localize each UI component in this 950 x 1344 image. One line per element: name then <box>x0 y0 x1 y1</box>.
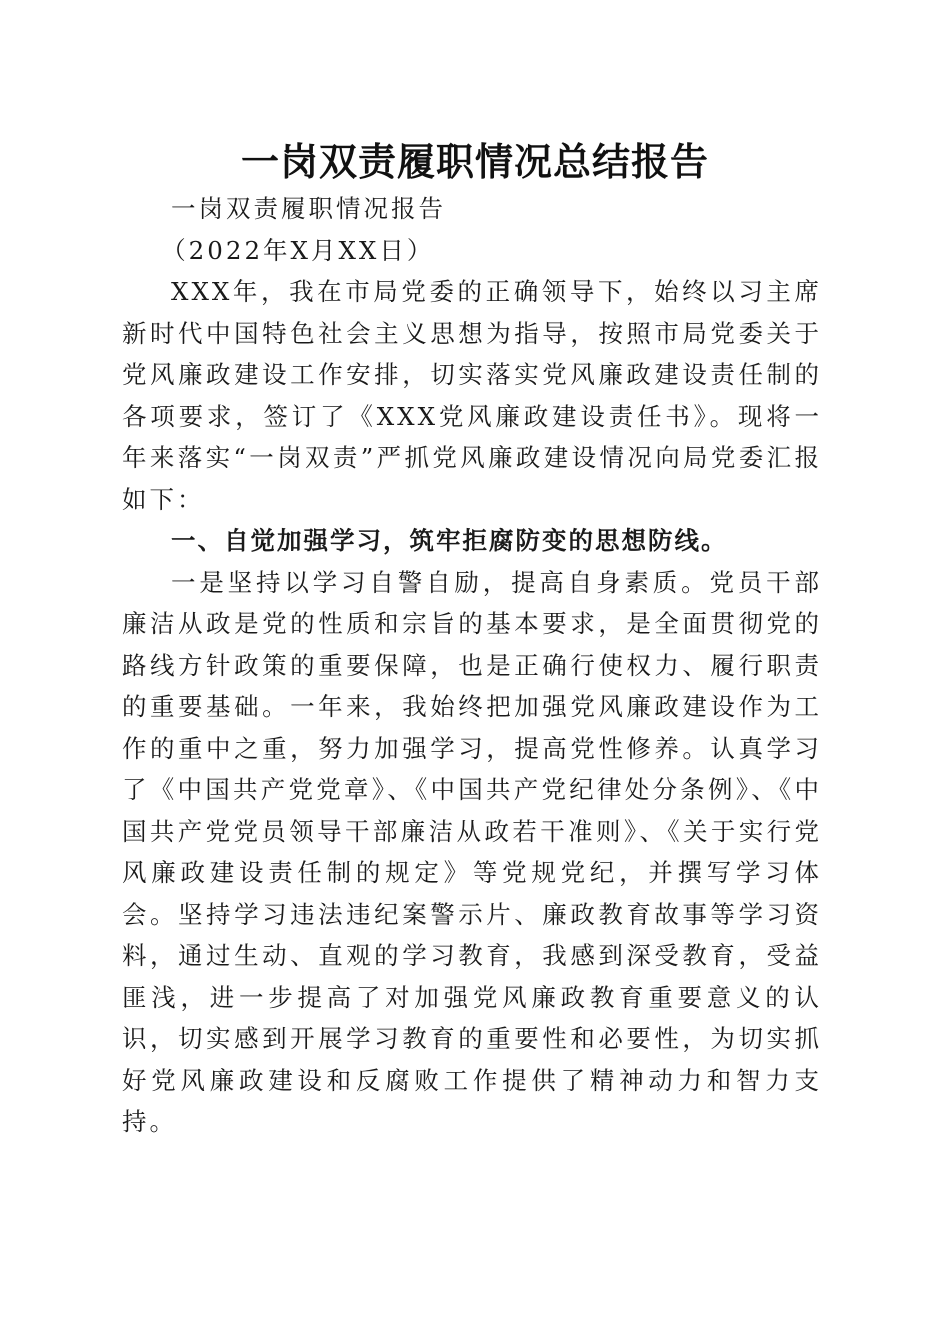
section-paragraph: 一是坚持以学习自警自励，提高自身素质。党员干部廉洁从政是党的性质和宗旨的基本要求，是全面贯彻党的路线方针政策的重要保障，也是正确行使权力、履行职责的重要基础。一年来，我始终把加强党风廉政建设作为工作的重中之重，努力加强学习，提高党性修养。认真学习了《中国共产党党章》、《中国共产党纪律处分条例》、《中国共产党党员领导干部廉洁从政若干准则》、《关于实行党风廉政建设责任制的规定》等党规党纪，并撰写学习体会。坚持学习违法违纪案警示片、廉政教育故事等学习资料，通过生动、直观的学习教育，我感到深受教育，受益匪浅，进一步提高了对加强党风廉政教育重要意义的认识，切实感到开展学习教育的重要性和必要性，为切实抓好党风廉政建设和反腐败工作提供了精神动力和智力支持。 <box>122 567 822 1136</box>
document-date: （2022年X月XX日） <box>161 235 435 265</box>
intro-paragraph: XXX年，我在市局党委的正确领导下，始终以习主席新时代中国特色社会主义思想为指导，按照市局党委关于党风廉政建设工作安排，切实落实党风廉政建设责任制的各项要求，签订了《XXX党风廉政建设责任书》。现将一年来落实“一岗双责”严抓党风廉政建设情况向局党委汇报如下： <box>122 277 822 514</box>
document-subtitle: 一岗双责履职情况报告 <box>171 194 446 223</box>
document-title: 一岗双责履职情况总结报告 <box>240 139 709 184</box>
section-heading: 一、自觉加强学习，筑牢拒腐防变的思想防线。 <box>171 526 728 555</box>
document-body <box>122 188 822 1143</box>
